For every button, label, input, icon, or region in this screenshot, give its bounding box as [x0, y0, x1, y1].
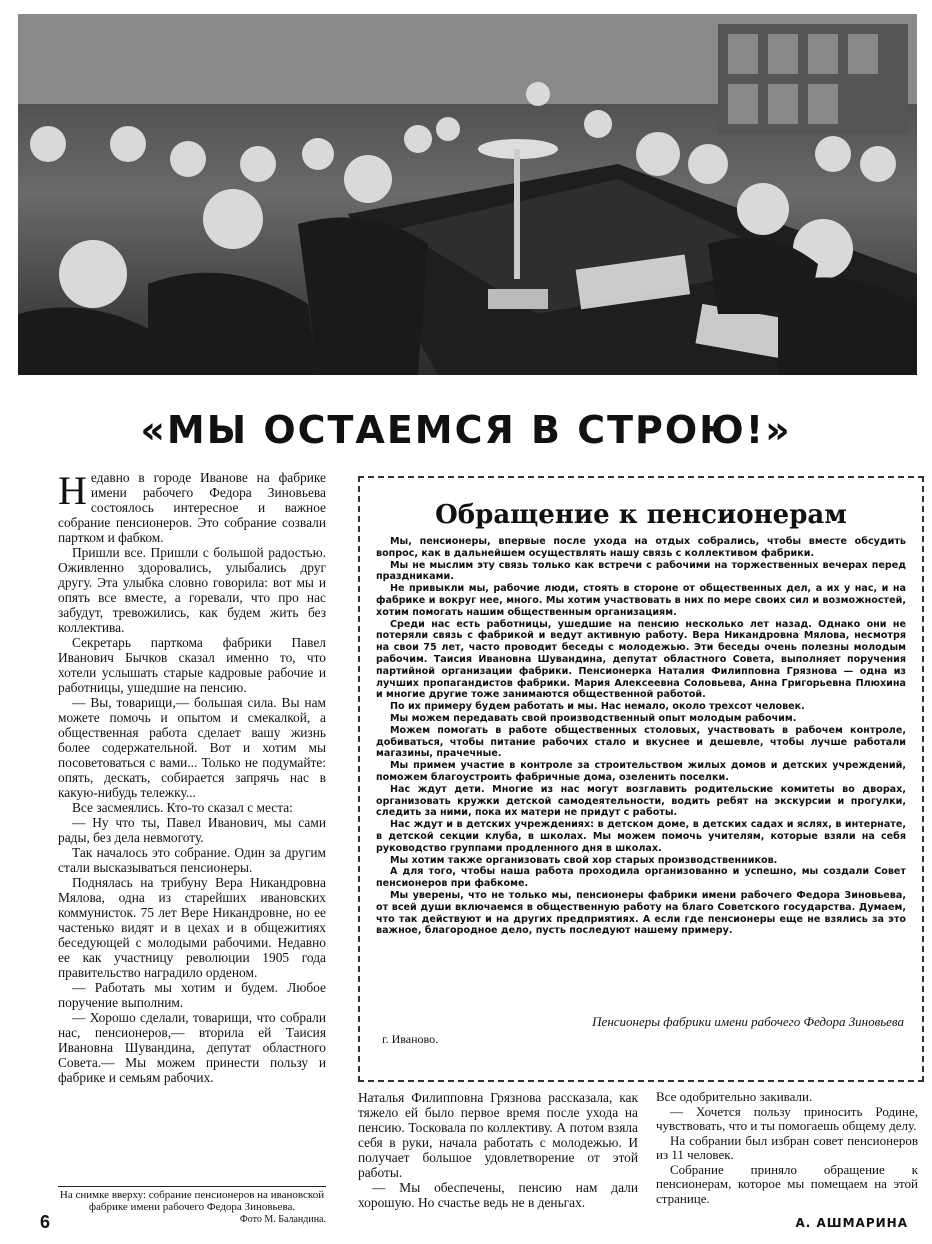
appeal-paragraph: Нас ждут дети. Многие из нас могут возглавить родительские комитеты во дворах, организовать кружки детской самодеятельности, водить ребят на экскурсии и прогулки, следить за ними, пока их матери не придут с работы. [376, 783, 906, 819]
article-paragraph: Все одобрительно закивали. [656, 1089, 813, 1104]
appeal-paragraph: Мы можем передавать свой производственный опыт молодым рабочим. [390, 712, 797, 724]
meeting-photo-icon [18, 14, 917, 375]
article-paragraph: — Ну что ты, Павел Иванович, мы сами рады, без дела невмоготу. [58, 815, 326, 845]
appeal-paragraph: Мы хотим также организовать свой хор старых производственников. [390, 854, 778, 866]
appeal-paragraph: Можем помогать в работе общественных столовых, участвовать в рабочем контроле, добиваться, чтобы питание рабочих стало и вкуснее и дешевле, чтобы лучше работали магазины, прачечные. [376, 724, 906, 760]
article-column-2 [358, 1090, 638, 1210]
article-paragraph: — Работать мы хотим и будем. Любое поручение выполним. [58, 980, 326, 1010]
article-paragraph: Поднялась на трибуну Вера Никандровна Мялова, одна из старейших ивановских коммунисток. 75 лет Вере Никандровне, но ее частенько видят и в цехах и в общежитиях беседующей с молодыми рабочими. Недавно ее как участницу революции 1905 года правительство наградило орденом. [58, 875, 326, 980]
appeal-paragraph: Мы не мыслим эту связь только как встречи с рабочими на торжественных вечерах перед праздниками. [376, 559, 906, 583]
article-column-3 [656, 1090, 918, 1206]
article-paragraph: — Вы, товарищи,— большая сила. Вы нам можете помочь и опытом и смекалкой, а общественная работа сделает вашу жизнь более содержательной. Вот и хотим мы посоветоваться с вами... Только не подумайте: опять, дескать, собирается запрячь нас в какую-нибудь тележку... [58, 695, 326, 800]
article-paragraph: едавно в городе Иванове на фабрике имени рабочего Федора Зиновьева состоялось интересное и важное собрание пенсионеров. Это собрание созвали партком и фабком. [58, 470, 326, 545]
article-paragraph: Все засмеялись. Кто-то сказал с места: [72, 800, 293, 815]
caption-text: На снимке вверху: собрание пенсионеров на ивановской фабрике имени рабочего Федора Зиновьева. [59, 1189, 325, 1213]
article-paragraph: Секретарь парткома фабрики Павел Иванович Бычков сказал именно то, что хотели услышать старые кадровые рабочие и работницы, ушедшие на пенсию. [58, 635, 326, 695]
article-paragraph: — Хорошо сделали, товарищи, что собрали нас, пенсионеров,— вторила ей Таисия Ивановна Шувандина, депутат областного Совета.— Мы можем принести пользу и фабрике и семьям рабочих. [58, 1010, 326, 1085]
appeal-paragraph: Не привыкли мы, рабочие люди, стоять в стороне от общественных дел, а их у нас, и на фабрике и вокруг нее, много. Мы хотим участвовать в них по мере своих сил и возможностей, хотим помогать нашим общественным организациям. [376, 583, 906, 618]
article-paragraph: — Мы обеспечены, пенсию нам дали хорошую. Но счастье ведь не в деньгах. [358, 1180, 638, 1210]
appeal-paragraph: А для того, чтобы наша работа проходила организованно и успешно, мы создали Совет пенсионеров при фабкоме. [376, 866, 906, 890]
page-number: 6 [40, 1212, 51, 1232]
article-paragraph: — Хочется пользу приносить Родине, чувствовать, что и ты помогаешь общему делу. [656, 1103, 918, 1134]
appeal-paragraph: Мы уверены, что не только мы, пенсионеры фабрики имени рабочего Федора Зиновьева, от всей души включаемся в общественную работу на благо Советского государства. Думаем, что так действуют и на других предприятиях. А если где пенсионеры еще не взялись за это важное, благородное дело, пусть последуют нашему примеру. [376, 889, 906, 937]
appeal-paragraph: Нас ждут и в детских учреждениях: в детском доме, в детских садах и яслях, в интернате, в детской секции клуба, в школах. Мы можем помочь учителям, которые взяли на себя руководство группами продленного дня в школах. [376, 819, 906, 854]
appeal-city: г. Иваново. [382, 1032, 439, 1046]
photo-credit: Фото М. Баландина. [239, 1214, 326, 1225]
headline: «МЫ ОСТАЕМСЯ В СТРОЮ!» [140, 408, 792, 452]
article-paragraph: Наталья Филипповна Грязнова рассказала, как тяжело ей было первое время после ухода на пенсию. Тосковала по коллективу. А потом взяла себя в руки, начала работать с молодежью. И получает большое удовлетворение от этой работы. [358, 1090, 638, 1180]
article-column-1 [58, 470, 326, 1085]
appeal-title: Обращение к пенсионерам [435, 500, 847, 530]
appeal-body [376, 536, 906, 937]
appeal-paragraph: Среди нас есть работницы, ушедшие на пенсию несколько лет назад. Однако они не потеряли связь с фабрикой и ведут активную работу. Вера Никандровна Мялова, несмотря на свои 75 лет, часто проводит беседы с молодежью. Эти беседы очень полезны молодым рабочим. Таисия Ивановна Шувандина, депутат областного Совета, выполняет поручения партийной организации фабрики. Пенсионерка Наталия Филипповна Грязнова — одна из лучших пропагандистов фабрики. Мария Алексеевна Соловьева, Анна Григорьевна Плюхина и многие другие тоже занимаются общественной работой. [376, 618, 906, 701]
article-paragraph: Так началось это собрание. Один за другим стали высказываться пенсионеры. [58, 845, 326, 875]
dropcap: Н [58, 468, 87, 513]
article-paragraph: Собрание приняло обращение к пенсионерам, которое мы помещаем на этой странице. [656, 1161, 918, 1206]
article-paragraph: На собрании был избран совет пенсионеров из 11 человек. [656, 1132, 918, 1163]
appeal-signature: Пенсионеры фабрики имени рабочего Федора Зиновьева [592, 1014, 904, 1029]
appeal-paragraph: Мы примем участие в контроле за строительством жилых домов и детских учреждений, поможем благоустроить фабричные дома, озеленить поселки. [376, 760, 906, 783]
appeal-paragraph: Мы, пенсионеры, впервые после ухода на отдых собрались, чтобы вместе обсудить вопрос, как в дальнейшем осуществлять нашу связь с коллективом фабрики. [376, 536, 906, 559]
photo-caption [58, 1186, 326, 1226]
appeal-paragraph: По их примеру будем работать и мы. Нас немало, около трехсот человек. [390, 701, 805, 713]
appeal-box [358, 476, 924, 1082]
article-paragraph: Пришли все. Пришли с большой радостью. Оживленно здоровались, улыбались друг другу. Эта улыбка словно говорила: вот мы и опять все вместе, а горевали, что про нас забудут, тревожились, как будем жить без коллектива. [58, 545, 326, 635]
meeting-photo [18, 14, 917, 375]
author-name: А. АШМАРИНА [795, 1216, 908, 1230]
